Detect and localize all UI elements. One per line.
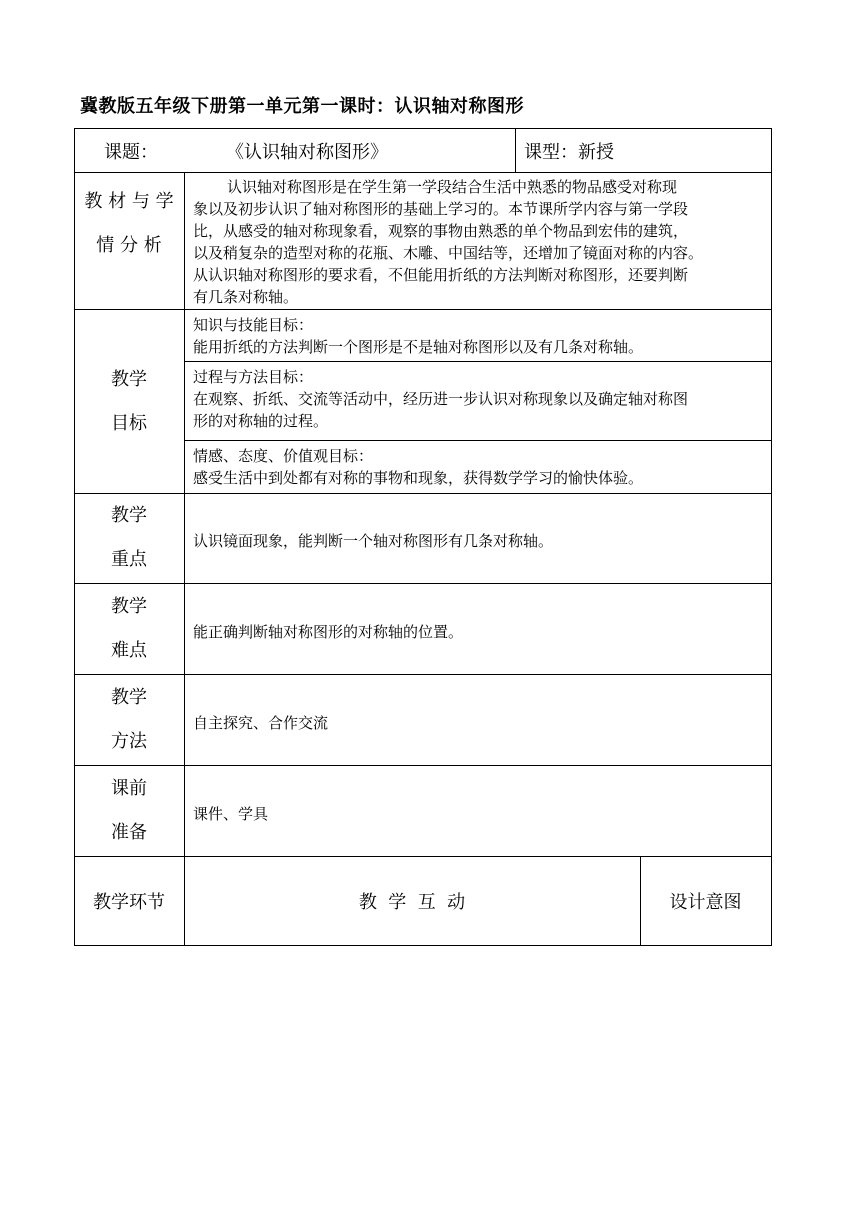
prep-label-line2: 准备 [111, 822, 147, 843]
difficulty-text: 能正确判断轴对称图形的对称轴的位置。 [193, 623, 464, 641]
prep-label-line1: 课前 [111, 778, 147, 799]
method-label [74, 676, 184, 764]
goal-knowledge [193, 314, 768, 358]
goals-label [74, 358, 184, 446]
goal-emotion-title: 情感、态度、价值观目标： [193, 447, 374, 465]
key-label-line1: 教学 [111, 505, 147, 526]
topic-value: 《认识轴对称图形》 [226, 142, 388, 163]
method-label-line2: 方法 [111, 731, 147, 752]
goal-knowledge-title: 知识与技能目标： [193, 316, 314, 334]
key-label [74, 494, 184, 582]
goal-process-line1: 在观察、折纸、交流等活动中，经历进一步认识对称现象以及确定轴对称图 [193, 390, 689, 408]
method-label-line1: 教学 [111, 687, 147, 708]
key-text: 认识镜面现象，能判断一个轴对称图形有几条对称轴。 [193, 532, 554, 550]
goal-knowledge-text: 能用折纸的方法判断一个图形是不是轴对称图形以及有几条对称轴。 [193, 338, 644, 356]
analysis-text: 认识轴对称图形是在学生第一学段结合生活中熟悉的物品感受对称现 象以及初步认识了轴对称图形的基础上学习的。本节课所学内容与第一学段 比，从感受的轴对称现象看，观察的事物由熟悉的单个物品到宏伟的建筑， 以及稍复杂的造型对称的花瓶、木雕、中国结等，还增加了镜面对称的内容。 从认识轴对称图形的要求看，不但能用折纸的方法判断对称图形，还要判断 有几条对称轴。 [193, 178, 704, 306]
analysis-label-line2: 情 分 析 [96, 235, 162, 256]
difficulty-label-line1: 教学 [111, 596, 147, 617]
prep-text: 课件、学具 [193, 805, 269, 823]
header-teaching-interaction: 教 学 互 动 [358, 892, 466, 913]
goals-label-line1: 教学 [111, 369, 147, 390]
goal-process [193, 366, 768, 432]
goal-emotion [193, 445, 768, 489]
lesson-type: 课型：新授 [524, 142, 614, 163]
topic-label: 课题： [104, 142, 158, 163]
analysis-label [74, 180, 184, 268]
difficulty-label [74, 585, 184, 673]
header-design-intent: 设计意图 [669, 892, 742, 913]
goal-process-title: 过程与方法目标： [193, 368, 314, 386]
key-label-line2: 重点 [111, 549, 147, 570]
prep-label [74, 767, 184, 855]
header-teaching-stage: 教学环节 [93, 892, 165, 913]
document-title: 冀教版五年级下册第一单元第一课时：认识轴对称图形 [80, 96, 524, 117]
difficulty-label-line2: 难点 [111, 640, 147, 661]
method-text: 自主探究、合作交流 [193, 714, 329, 732]
goals-label-line2: 目标 [111, 413, 147, 434]
goal-emotion-text: 感受生活中到处都有对称的事物和现象，获得数学学习的愉快体验。 [193, 469, 644, 487]
goal-process-line2: 形的对称轴的过程。 [193, 412, 329, 430]
analysis-label-line1: 教 材 与 学 [84, 191, 174, 212]
